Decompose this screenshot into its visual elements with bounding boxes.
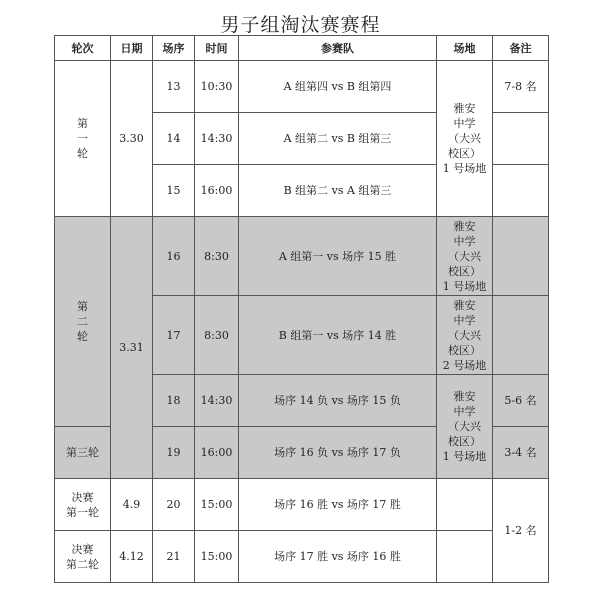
table-row [55,531,549,583]
time-cell: 15:00 [195,531,239,583]
note-cell: 7-8 名 [493,61,549,113]
table-row [55,479,549,531]
match-no-cell: 21 [153,531,195,583]
date-cell: 3.30 [111,61,153,217]
time-cell: 15:00 [195,479,239,531]
col-header-date: 日期 [111,36,153,61]
header-row [55,36,549,61]
note-cell: 1-2 名 [493,479,549,583]
col-header-time: 时间 [195,36,239,61]
venue-cell [437,479,493,531]
teams-cell: B 组第二 vs A 组第三 [239,165,437,217]
round-cell: 第三轮 [55,427,111,479]
match-no-cell: 17 [153,296,195,375]
table-row [55,61,549,113]
venue-cell: 雅安 中学 （大兴 校区） 1 号场地 [437,61,493,217]
teams-cell: A 组第二 vs B 组第三 [239,113,437,165]
table-row [55,217,549,296]
teams-cell: 场序 16 胜 vs 场序 17 胜 [239,479,437,531]
time-cell: 14:30 [195,113,239,165]
teams-cell: 场序 17 胜 vs 场序 16 胜 [239,531,437,583]
page-title: 男子组淘汰赛赛程 [220,14,381,36]
teams-cell: 场序 14 负 vs 场序 15 负 [239,375,437,427]
teams-cell: B 组第一 vs 场序 14 胜 [239,296,437,375]
note-cell [493,217,549,296]
match-no-cell: 15 [153,165,195,217]
note-cell [493,165,549,217]
match-no-cell: 14 [153,113,195,165]
time-cell: 8:30 [195,217,239,296]
match-no-cell: 19 [153,427,195,479]
match-no-cell: 13 [153,61,195,113]
time-cell: 10:30 [195,61,239,113]
venue-cell: 雅安 中学 （大兴 校区） 2 号场地 [437,296,493,375]
round-cell: 第 二 轮 [55,217,111,427]
teams-cell: A 组第一 vs 场序 15 胜 [239,217,437,296]
date-cell: 4.12 [111,531,153,583]
note-cell: 3-4 名 [493,427,549,479]
match-no-cell: 20 [153,479,195,531]
venue-cell: 雅安 中学 （大兴 校区） 1 号场地 [437,375,493,479]
time-cell: 14:30 [195,375,239,427]
venue-cell [437,531,493,583]
teams-cell: A 组第四 vs B 组第四 [239,61,437,113]
col-header-notes: 备注 [493,36,549,61]
time-cell: 16:00 [195,165,239,217]
schedule-table [54,35,549,583]
round-cell: 第 一 轮 [55,61,111,217]
note-cell [493,113,549,165]
col-header-venue: 场地 [437,36,493,61]
note-cell: 5-6 名 [493,375,549,427]
col-header-round: 轮次 [55,36,111,61]
col-header-match-no: 场序 [153,36,195,61]
note-cell [493,296,549,375]
match-no-cell: 18 [153,375,195,427]
time-cell: 16:00 [195,427,239,479]
round-cell: 决赛 第一轮 [55,479,111,531]
col-header-teams: 参赛队 [239,36,437,61]
time-cell: 8:30 [195,296,239,375]
date-cell: 4.9 [111,479,153,531]
teams-cell: 场序 16 负 vs 场序 17 负 [239,427,437,479]
venue-cell: 雅安 中学 （大兴 校区） 1 号场地 [437,217,493,296]
round-cell: 决赛 第二轮 [55,531,111,583]
match-no-cell: 16 [153,217,195,296]
date-cell: 3.31 [111,217,153,479]
